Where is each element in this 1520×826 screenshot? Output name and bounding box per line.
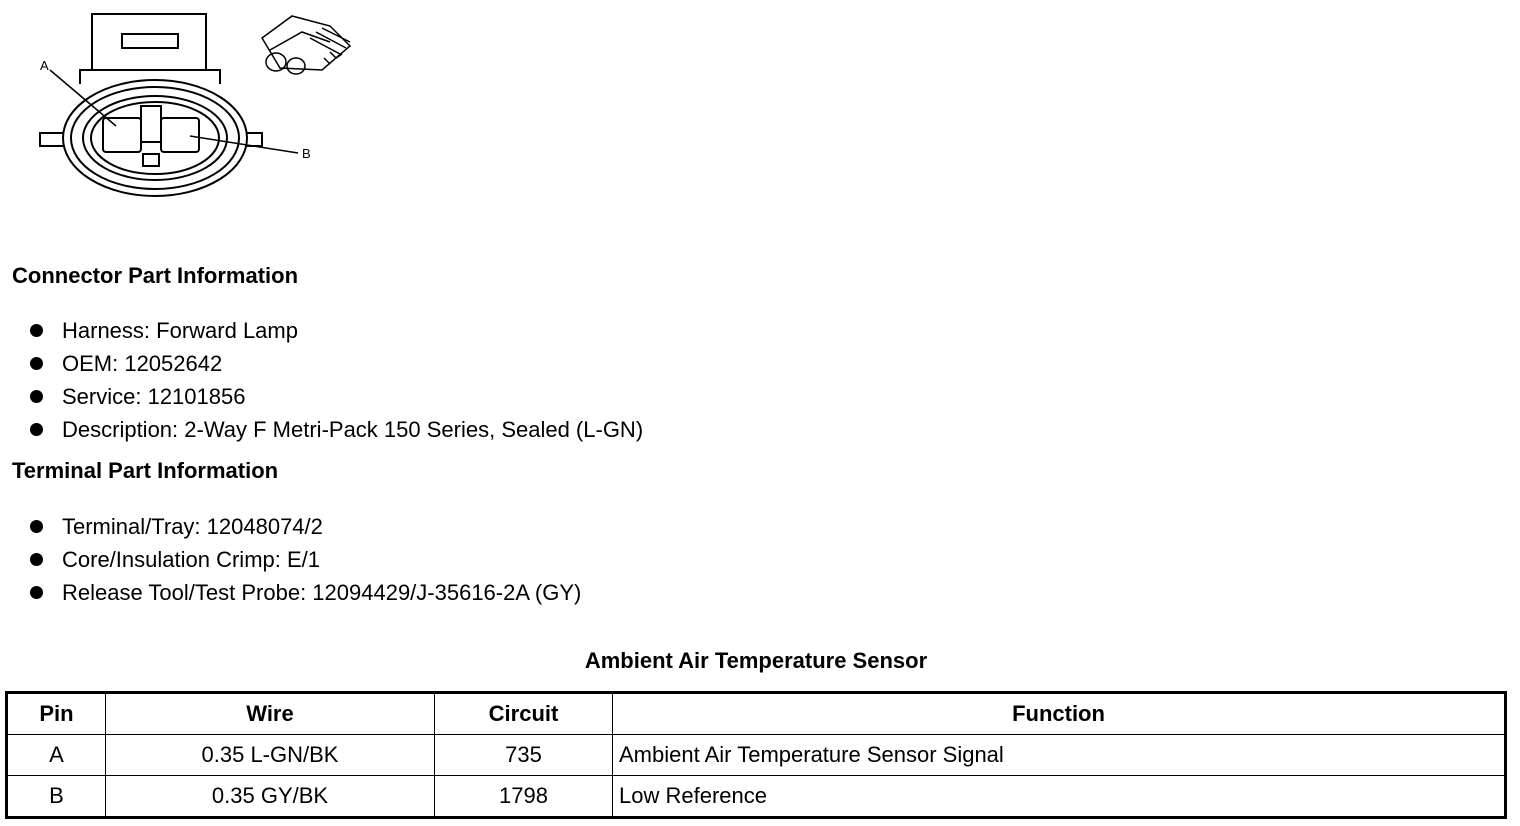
cell-function: Low Reference [613, 776, 1506, 818]
cell-pin: A [7, 735, 106, 776]
callout-b: B [302, 146, 311, 161]
pin-table [5, 691, 1507, 819]
table-row [7, 735, 1506, 776]
header-pin: Pin [7, 693, 106, 735]
list-item: Harness: Forward Lamp [30, 314, 643, 347]
table-title: Ambient Air Temperature Sensor [584, 648, 928, 673]
cell-circuit: 1798 [435, 776, 613, 818]
cell-circuit: 735 [435, 735, 613, 776]
callout-a: A [40, 58, 49, 73]
cell-pin: B [7, 776, 106, 818]
table-row [7, 776, 1506, 818]
cell-function: Ambient Air Temperature Sensor Signal [613, 735, 1506, 776]
connector-face-drawing [30, 8, 370, 208]
connector-iso-sketch [262, 16, 350, 74]
cell-wire: 0.35 L-GN/BK [106, 735, 435, 776]
list-item: Core/Insulation Crimp: E/1 [30, 543, 581, 576]
header-circuit: Circuit [435, 693, 613, 735]
cell-wire: 0.35 GY/BK [106, 776, 435, 818]
terminal-part-heading: Terminal Part Information [12, 458, 279, 483]
list-item: Release Tool/Test Probe: 12094429/J-35616-2A (GY) [30, 576, 581, 609]
header-wire: Wire [106, 693, 435, 735]
terminal-part-list [30, 510, 581, 609]
connector-part-heading: Connector Part Information [12, 263, 299, 288]
list-item: Terminal/Tray: 12048074/2 [30, 510, 581, 543]
list-item: OEM: 12052642 [30, 347, 643, 380]
list-item: Description: 2-Way F Metri-Pack 150 Series, Sealed (L-GN) [30, 413, 643, 446]
connector-part-list [30, 314, 643, 446]
table-header-row [7, 693, 1506, 735]
list-item: Service: 12101856 [30, 380, 643, 413]
connector-diagram [30, 8, 370, 208]
header-function: Function [613, 693, 1506, 735]
